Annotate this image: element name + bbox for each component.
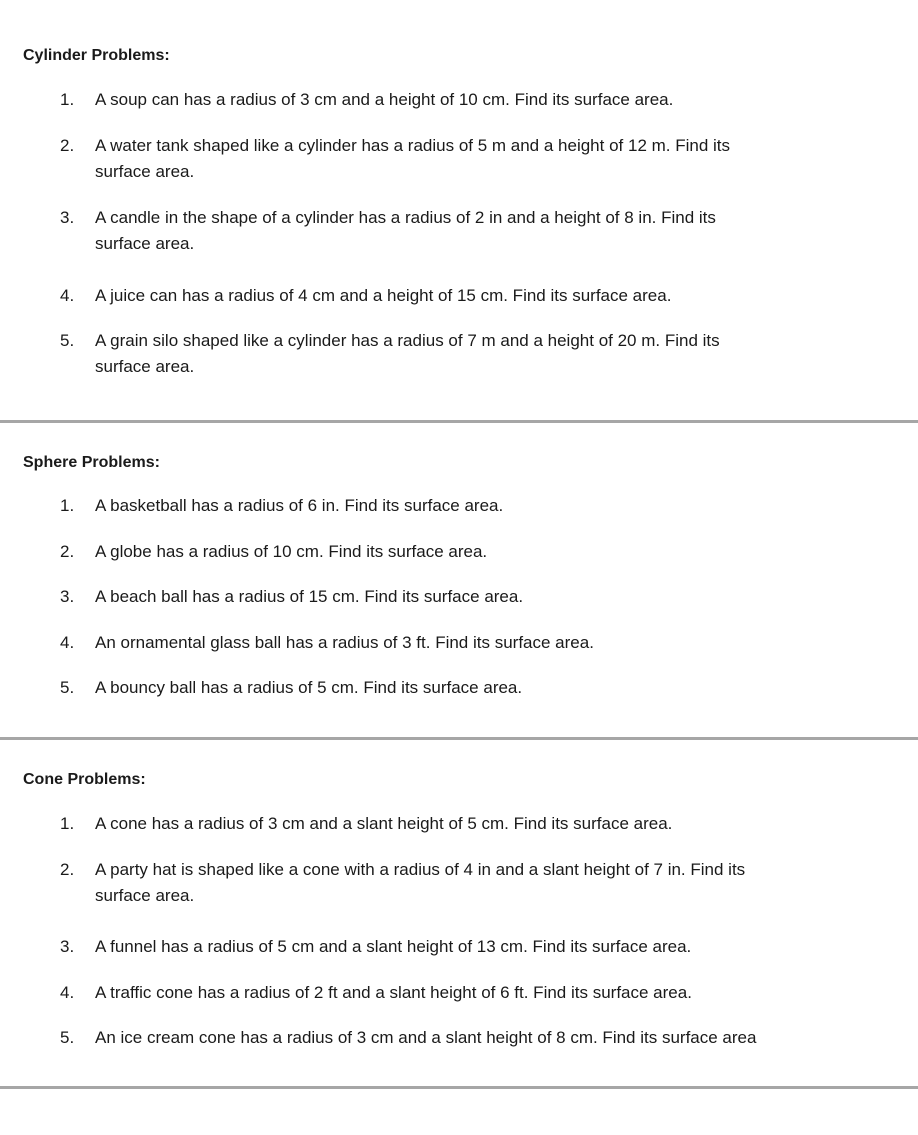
item-number: 3.: [60, 937, 75, 956]
item-number: 4.: [60, 983, 75, 1002]
item-number: 1.: [60, 90, 75, 109]
item-text: [95, 630, 895, 656]
item-line: A grain silo shaped like a cylinder has a radius of 7 m and a height of 20 m. Find its: [95, 331, 720, 350]
item-line: A juice can has a radius of 4 cm and a height of 15 cm. Find its surface area.: [95, 286, 672, 305]
list-item: [60, 630, 918, 656]
item-line: A globe has a radius of 10 cm. Find its surface area.: [95, 542, 488, 561]
item-text: [95, 857, 895, 909]
item-line: A basketball has a radius of 6 in. Find its surface area.: [95, 496, 504, 515]
item-text: [95, 584, 895, 610]
item-line: A water tank shaped like a cylinder has a radius of 5 m and a height of 12 m. Find its: [95, 136, 731, 155]
item-line: surface area.: [95, 162, 195, 181]
item-line: A funnel has a radius of 5 cm and a slant height of 13 cm. Find its surface area.: [95, 937, 692, 956]
item-line: A beach ball has a radius of 15 cm. Find its surface area.: [95, 587, 524, 606]
list-item: [60, 283, 918, 309]
list-item: [60, 205, 918, 257]
section-divider: [0, 420, 918, 423]
item-line: surface area.: [95, 234, 195, 253]
list-item: [60, 675, 918, 701]
item-number: 2.: [60, 136, 75, 155]
item-number: 1.: [60, 814, 75, 833]
item-line: An ice cream cone has a radius of 3 cm and a slant height of 8 cm. Find its surface area: [95, 1028, 757, 1047]
item-text: [95, 980, 895, 1006]
item-text: [95, 539, 895, 565]
item-line: surface area.: [95, 886, 195, 905]
item-text: [95, 133, 895, 185]
item-line: surface area.: [95, 357, 195, 376]
section-title: Cylinder Problems:: [23, 47, 170, 64]
item-number: 5.: [60, 678, 75, 697]
item-text: [95, 675, 895, 701]
list-item: [60, 980, 918, 1006]
item-number: 4.: [60, 286, 75, 305]
item-number: 5.: [60, 1028, 75, 1047]
section-divider: [0, 737, 918, 740]
section-title: Sphere Problems:: [23, 454, 160, 471]
item-text: [95, 1025, 895, 1051]
list-item: [60, 811, 918, 837]
list-item: [60, 133, 918, 185]
item-number: 3.: [60, 587, 75, 606]
item-number: 2.: [60, 542, 75, 561]
item-line: A cone has a radius of 3 cm and a slant height of 5 cm. Find its surface area.: [95, 814, 673, 833]
item-line: A party hat is shaped like a cone with a radius of 4 in and a slant height of 7 in. Find its: [95, 860, 746, 879]
list-item: [60, 493, 918, 519]
item-text: [95, 493, 895, 519]
item-line: A traffic cone has a radius of 2 ft and a slant height of 6 ft. Find its surface area.: [95, 983, 692, 1002]
list-item: [60, 539, 918, 565]
list-item: [60, 87, 918, 113]
item-line: A candle in the shape of a cylinder has a radius of 2 in and a height of 8 in. Find its: [95, 208, 716, 227]
item-number: 5.: [60, 331, 75, 350]
item-text: [95, 87, 895, 113]
list-item: [60, 584, 918, 610]
list-item: [60, 1025, 918, 1051]
item-number: 3.: [60, 208, 75, 227]
item-number: 1.: [60, 496, 75, 515]
section-title: Cone Problems:: [23, 771, 146, 788]
item-text: [95, 205, 895, 257]
item-text: [95, 283, 895, 309]
item-line: A bouncy ball has a radius of 5 cm. Find its surface area.: [95, 678, 523, 697]
item-line: A soup can has a radius of 3 cm and a height of 10 cm. Find its surface area.: [95, 90, 674, 109]
item-line: An ornamental glass ball has a radius of 3 ft. Find its surface area.: [95, 633, 594, 652]
item-text: [95, 328, 895, 380]
item-text: [95, 934, 895, 960]
item-text: [95, 811, 895, 837]
section-divider: [0, 1086, 918, 1089]
list-item: [60, 934, 918, 960]
item-number: 2.: [60, 860, 75, 879]
item-number: 4.: [60, 633, 75, 652]
list-item: [60, 328, 918, 380]
list-item: [60, 857, 918, 909]
